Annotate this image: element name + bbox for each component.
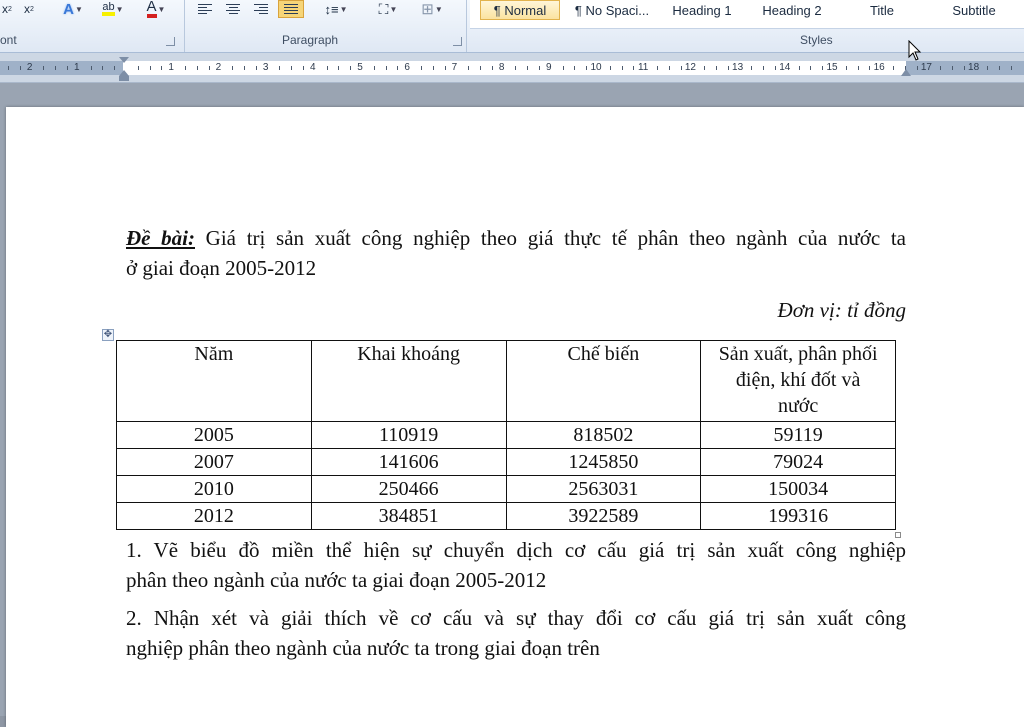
style-heading-2[interactable]: Heading 2 (762, 2, 822, 18)
ruler-number: 4 (310, 62, 316, 73)
ruler-tick (763, 66, 764, 70)
ribbon (0, 0, 1024, 53)
align-right-button[interactable] (250, 0, 272, 18)
header-processing: Chế biến (506, 341, 701, 422)
ruler-tick (622, 66, 623, 70)
line-spacing-button[interactable]: ↕≡ ▼ (324, 1, 348, 17)
heading-text: Giá trị sản xuất công nghiệp theo giá thực tế phân theo ngành của nước ta (195, 226, 906, 250)
ruler-tick (527, 66, 528, 70)
style-title[interactable]: Title (869, 2, 895, 18)
table-cell[interactable]: 79024 (701, 449, 896, 476)
table-cell[interactable]: 1245850 (506, 449, 701, 476)
ruler-tick (610, 66, 611, 70)
table-row (117, 422, 896, 449)
ruler-tick (114, 66, 115, 70)
table-cell[interactable]: 141606 (311, 449, 506, 476)
table-cell[interactable]: 59119 (701, 422, 896, 449)
ruler-number: 10 (590, 62, 602, 73)
table-cell[interactable]: 2563031 (506, 476, 701, 503)
question-2-line1: 2. Nhận xét và giải thích về cơ cấu và sự thay đổi cơ cấu giá trị sản xuất công (126, 606, 906, 630)
font-color-icon: A (147, 0, 157, 18)
horizontal-ruler[interactable] (0, 61, 1024, 75)
heading-label: Đề bài: (126, 226, 195, 250)
paint-bucket-icon: ⛶ (378, 0, 389, 17)
ruler-number: 1 (74, 62, 80, 73)
align-center-button[interactable] (222, 0, 244, 18)
heading-paragraph[interactable] (126, 223, 906, 283)
header-mining: Khai khoáng (311, 341, 506, 422)
ruler-tick (20, 66, 21, 70)
left-indent-marker[interactable] (119, 76, 129, 81)
borders-icon: ⊞ (421, 1, 434, 18)
table-row (117, 449, 896, 476)
ruler-number: 3 (262, 62, 269, 73)
ruler-tick (256, 66, 257, 70)
ruler-tick (468, 66, 469, 70)
subscript-button[interactable]: x 2 (2, 2, 12, 16)
header-year: Năm (117, 341, 312, 422)
style-heading-1[interactable]: Heading 1 (672, 2, 732, 18)
ruler-number: 15 (826, 62, 838, 73)
ruler-tick (539, 66, 540, 70)
ruler-tick (138, 66, 139, 70)
question-1-paragraph[interactable] (126, 535, 906, 595)
ruler-tick (150, 66, 151, 70)
ruler-tick (952, 66, 953, 70)
ruler-tick (161, 66, 162, 70)
ruler-tick (445, 66, 446, 70)
ruler-tick (822, 66, 823, 70)
ruler-number: 2 (26, 62, 33, 73)
styles-gallery (470, 0, 1024, 29)
styles-group-label: Styles (800, 33, 833, 47)
ruler-number: 6 (404, 62, 410, 73)
superscript-button[interactable]: x 2 (24, 2, 34, 16)
ruler-tick (586, 66, 587, 70)
table-cell[interactable]: 3922589 (506, 503, 701, 530)
ruler-tick (810, 66, 811, 70)
ruler-tick (846, 66, 847, 70)
ruler-tick (657, 66, 658, 70)
document-page[interactable] (6, 107, 1024, 727)
highlighter-icon: ab (102, 2, 114, 16)
ruler-tick (704, 66, 705, 70)
right-indent-marker[interactable] (901, 69, 911, 76)
table-row (117, 503, 896, 530)
shading-button[interactable]: ⛶ ▼ (378, 0, 398, 17)
ruler-tick (67, 66, 68, 70)
header-utilities: Sản xuất, phân phối điện, khí đốt và nước (701, 341, 896, 422)
ruler-tick (244, 66, 245, 70)
ruler-tick (91, 66, 92, 70)
ruler-number: 16 (873, 62, 885, 73)
document-area (0, 83, 1024, 716)
ruler-tick (893, 66, 894, 70)
ruler-tick (858, 66, 859, 70)
table-cell[interactable]: 2005 (117, 422, 312, 449)
ruler-tick (102, 66, 103, 70)
ruler-tick (480, 66, 481, 70)
table-cell[interactable]: 150034 (701, 476, 896, 503)
align-left-icon (198, 4, 212, 14)
table-cell[interactable]: 110919 (311, 422, 506, 449)
mouse-cursor-icon (908, 40, 922, 62)
text-effects-button[interactable]: A ▼ (63, 0, 83, 18)
ruler-number: 5 (357, 62, 363, 73)
justify-icon (284, 4, 298, 14)
ruler-number: 1 (168, 62, 174, 73)
ruler-number: 8 (498, 62, 505, 73)
table-cell[interactable]: 2010 (117, 476, 312, 503)
question-1-line1: 1. Vẽ biểu đồ miền thể hiện sự chuyển dịch cơ cấu giá trị sản xuất công nghiệp (126, 538, 906, 562)
table-cell[interactable]: 250466 (311, 476, 506, 503)
align-left-button[interactable] (194, 0, 216, 18)
ruler-tick (209, 66, 210, 70)
style-subtitle[interactable]: Subtitle (952, 2, 996, 18)
ruler-number: 2 (215, 62, 222, 73)
unit-label: Đơn vị: tỉ đồng (777, 298, 906, 322)
highlight-button[interactable]: ab ▼ (96, 0, 130, 18)
ruler-tick (940, 66, 941, 70)
ruler-tick (291, 66, 292, 70)
ruler-tick (681, 66, 682, 70)
question-1-line2: phân theo ngành của nước ta giai đoạn 2005-2012 (126, 568, 547, 592)
ruler-tick (917, 66, 918, 70)
first-line-indent-marker[interactable] (119, 57, 129, 63)
justify-button[interactable] (278, 0, 304, 18)
style-normal[interactable]: ¶ Normal (480, 0, 560, 20)
group-separator (466, 0, 467, 52)
ruler-left-margin (0, 61, 123, 75)
ruler-bar (0, 53, 1024, 83)
ruler-number: 18 (968, 62, 980, 73)
ruler-tick (350, 66, 351, 70)
ruler-tick (999, 66, 1000, 70)
borders-button[interactable]: ⊞ ▼ (421, 1, 443, 18)
ruler-tick (563, 66, 564, 70)
paragraph-group-label: Paragraph (282, 33, 339, 47)
ruler-tick (433, 66, 434, 70)
line-spacing-icon: ↕≡ (324, 1, 339, 17)
ruler-tick (716, 66, 717, 70)
ruler-tick (327, 66, 328, 70)
data-table (116, 340, 896, 530)
ruler-tick (1011, 66, 1012, 70)
font-group-label: ont (0, 33, 17, 47)
table-cell[interactable]: 2007 (117, 449, 312, 476)
ruler-tick (492, 66, 493, 70)
ruler-tick (232, 66, 233, 70)
table-header-row (117, 341, 896, 422)
ruler-tick (279, 66, 280, 70)
table-cell[interactable]: 384851 (311, 503, 506, 530)
ruler-tick (397, 66, 398, 70)
align-right-icon (254, 4, 268, 14)
ruler-number: 13 (732, 62, 744, 73)
ruler-tick (338, 66, 339, 70)
align-center-icon (226, 4, 240, 14)
ruler-tick (43, 66, 44, 70)
ruler-number: 14 (779, 62, 791, 73)
ruler-tick (303, 66, 304, 70)
table-row (117, 476, 896, 503)
ruler-tick (633, 66, 634, 70)
ruler-tick (8, 66, 9, 70)
heading-text-line2: ở giai đoạn 2005-2012 (126, 256, 317, 280)
ruler-tick (669, 66, 670, 70)
ruler-tick (775, 66, 776, 70)
ruler-number: 11 (637, 62, 649, 73)
font-dialog-launcher[interactable] (166, 37, 175, 46)
ruler-number: 17 (920, 62, 932, 73)
paragraph-dialog-launcher[interactable] (453, 37, 462, 46)
ruler-number: 9 (546, 62, 552, 73)
table-move-handle[interactable] (102, 329, 114, 341)
ruler-tick (185, 66, 186, 70)
ruler-tick (869, 66, 870, 70)
ruler-tick (574, 66, 575, 70)
group-separator (184, 0, 185, 52)
font-color-button[interactable]: A ▼ (138, 0, 174, 18)
ruler-tick (751, 66, 752, 70)
table-cell[interactable]: 2012 (117, 503, 312, 530)
ruler-tick (421, 66, 422, 70)
ruler-tick (799, 66, 800, 70)
question-2-paragraph[interactable] (126, 603, 906, 663)
style-no-spacing[interactable]: ¶ No Spaci... (574, 2, 650, 18)
ruler-tick (728, 66, 729, 70)
question-2-line2: nghiệp phân theo ngành của nước ta trong giai đoạn trên (126, 636, 600, 660)
ruler-tick (964, 66, 965, 70)
move-icon: ✥ (103, 329, 113, 340)
text-effects-icon: A (63, 0, 74, 18)
ruler-number: 12 (684, 62, 696, 73)
ruler-tick (55, 66, 56, 70)
ruler-tick (197, 66, 198, 70)
ruler-tick (374, 66, 375, 70)
ruler-tick (987, 66, 988, 70)
table-cell[interactable]: 199316 (701, 503, 896, 530)
ruler-tick (386, 66, 387, 70)
table-cell[interactable]: 818502 (506, 422, 701, 449)
ruler-number: 7 (451, 62, 458, 73)
ruler-tick (515, 66, 516, 70)
